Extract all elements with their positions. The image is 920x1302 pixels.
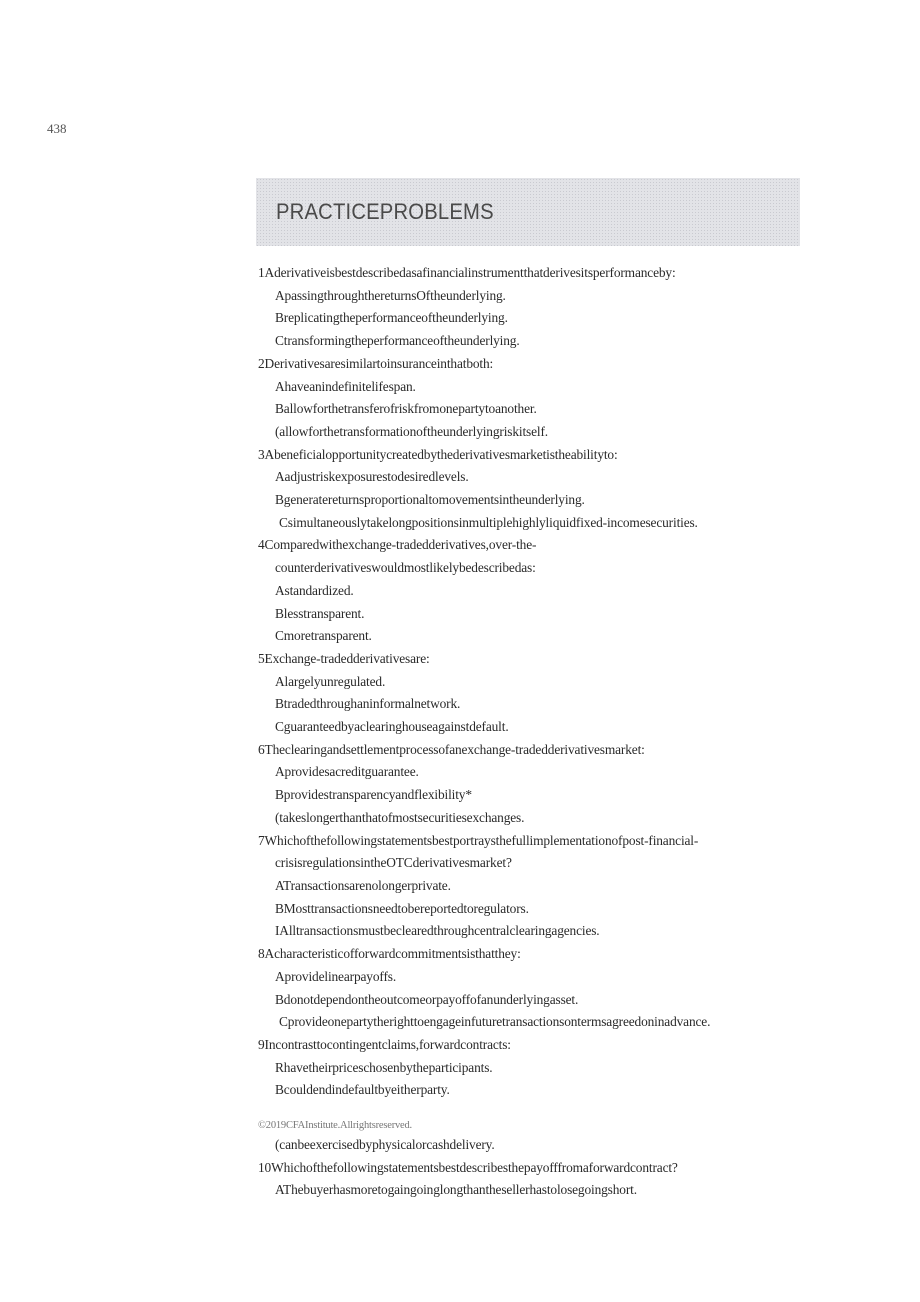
page-number: 438 [47,121,67,136]
answer-option: Ctransformingtheperformanceoftheunderlying. [275,333,520,349]
answer-option: Bprovidestransparencyandflexibility* [275,787,472,803]
answer-option: Bcouldendindefaultbyeitherparty. [275,1082,450,1098]
answer-option: (takeslongerthanthatofmostsecuritiesexchanges. [275,809,525,825]
answer-option: IAlltransactionsmustbeclearedthroughcentralclearingagencies. [275,923,600,939]
question-stem: 9Incontrasttocontingentclaims,forwardcontracts: [258,1036,511,1052]
answer-option: Alargelyunregulated. [275,673,386,689]
answer-option: Astandardized. [275,582,354,598]
question-stem: 8Acharacteristicofforwardcommitmentsisthatthey: [258,946,521,962]
answer-option: (allowforthetransformationoftheunderlyingriskitself. [275,423,548,439]
answer-option: Cguaranteedbyaclearinghouseagainstdefault. [275,719,509,735]
answer-option: Blesstransparent. [275,605,365,621]
answer-option: Bgeneratereturnsproportionaltomovementsintheunderlying. [275,492,585,508]
answer-option: Aprovidesacreditguarantee. [275,764,419,780]
answer-option: AThebuyerhasmoretogaingoinglongthanthesellerhastolosegoingshort. [275,1182,637,1198]
question-stem: 4Comparedwithexchange-tradedderivatives,over-the- [258,537,537,553]
section-title: PRACTICEPROBLEMS [276,199,494,224]
answer-option: (canbeexercisedbyphysicalorcashdelivery. [275,1137,495,1153]
answer-option: BMosttransactionsneedtobereportedtoregulators. [275,900,529,916]
question-stem: 3Abeneficialopportunitycreatedbythederivativesmarketistheabilityto: [258,446,618,462]
answer-option: ApassingthroughthereturnsOftheunderlying. [275,287,506,303]
copyright-notice: ©2019CFAInstitute.Allrightsreserved. [258,1120,412,1132]
answer-option: Aprovidelinearpayoffs. [275,968,397,984]
question-stem: 1Aderivativeisbestdescribedasafinancialinstrumentthatderivesitsperformanceby: [258,265,676,280]
answer-option: Csimultaneouslytakelongpositionsinmultiplehighlyliquidfixed-incomesecurities. [279,514,698,530]
question-stem: 5Exchange-tradedderivativesare: [258,650,430,666]
question-stem: 2Derivativesaresimilartoinsuranceinthatboth: [258,355,494,371]
answer-option: Bdonotdependontheoutcomeorpayoffofanunderlyingasset. [275,991,579,1007]
practice-problems-list [258,262,818,1202]
question-stem-continued: counterderivativeswouldmostlikelybedescribedas: [275,560,536,576]
question-stem: 6Theclearingandsettlementprocessofanexchange-tradedderivativesmarket: [258,741,645,757]
question-stem: 7Whichofthefollowingstatementsbestportraysthefullimplementationofpost-financial- [258,832,699,848]
answer-option: Breplicatingtheperformanceoftheunderlying. [275,310,508,326]
answer-option: ATransactionsarenolongerprivate. [275,877,451,893]
answer-option: Ahaveanindefinitelifespan. [275,378,416,394]
answer-option: Aadjustriskexposurestodesiredlevels. [275,469,469,485]
answer-option: Btradedthroughaninformalnetwork. [275,696,461,712]
answer-option: Rhavetheirpriceschosenbytheparticipants. [275,1059,493,1075]
question-stem: 10Whichofthefollowingstatementsbestdescribesthepayofffromaforwardcontract? [258,1159,678,1175]
answer-option: Cprovideonepartytherighttoengageinfuturetransactionsontermsagreedoninadvance. [279,1014,711,1030]
question-stem-continued: crisisregulationsintheOTCderivativesmarket? [275,855,512,871]
answer-option: Cmoretransparent. [275,628,372,644]
answer-option: Ballowforthetransferofriskfromonepartytoanother. [275,401,537,417]
section-banner [256,178,800,246]
